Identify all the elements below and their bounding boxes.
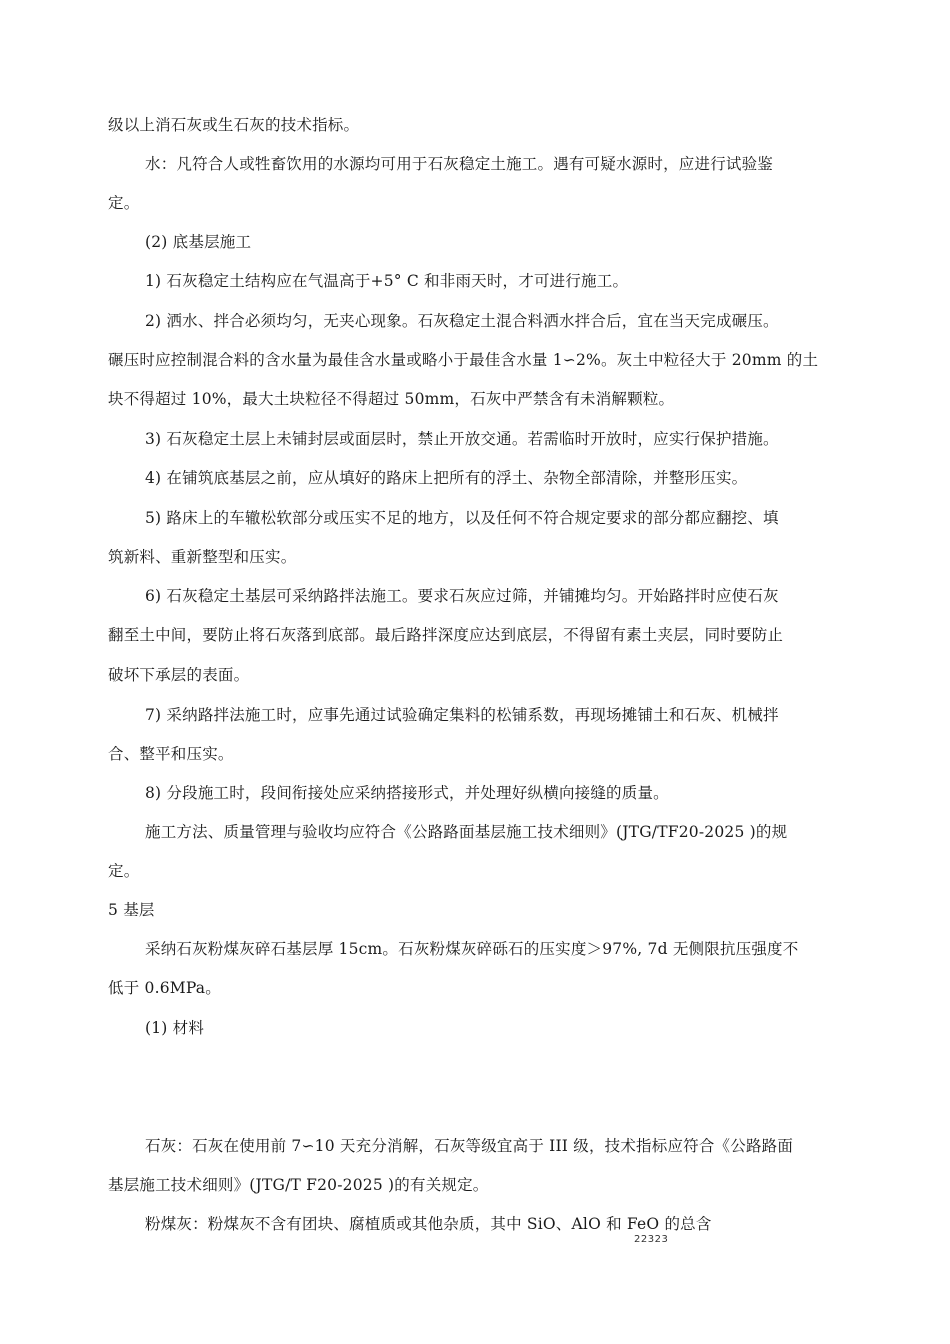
paragraph-line: 级以上消石灰或生石灰的技术指标。 — [108, 116, 360, 134]
section-heading: (2) 底基层施工 — [145, 233, 252, 251]
list-item: 1) 石灰稳定土结构应在气温高于+5° C 和非雨天时，才可进行施工。 — [145, 272, 629, 290]
paragraph-line: 粉煤灰：粉煤灰不含有团块、腐植质或其他杂质，其中 SiO、AlO 和 FeO 的总含 — [145, 1215, 712, 1233]
paragraph-line: 破坏下承层的表面。 — [108, 666, 250, 684]
paragraph-line: 基层施工技术细则》(JTG/T F20-2025 )的有关规定。 — [108, 1176, 489, 1194]
list-item: 2) 洒水、拌合必须均匀，无夹心现象。石灰稳定土混合料洒水拌合后，宜在当天完成碾压。 — [145, 312, 779, 330]
list-item: 5) 路床上的车辙松软部分或压实不足的地方，以及任何不符合规定要求的部分都应翻挖、填 — [145, 509, 779, 527]
subscript-digits: 22323 — [634, 1234, 669, 1245]
paragraph-line: 块不得超过 10%，最大土块粒径不得超过 50mm，石灰中严禁含有未消解颗粒。 — [108, 390, 675, 408]
list-item: 4) 在铺筑底基层之前，应从填好的路床上把所有的浮土、杂物全部清除，并整形压实。 — [145, 469, 748, 487]
paragraph-line: 筑新料、重新整型和压实。 — [108, 548, 297, 566]
list-item: 6) 石灰稳定土基层可采纳路拌法施工。要求石灰应过筛，并铺摊均匀。开始路拌时应使石灰 — [145, 587, 779, 605]
paragraph-line: 定。 — [108, 862, 140, 880]
paragraph-line: 定。 — [108, 194, 140, 212]
paragraph-line: 石灰：石灰在使用前 7∽10 天充分消解，石灰等级宜高于 III 级，技术指标应符合《公路路面 — [145, 1137, 794, 1155]
section-heading: 5 基层 — [108, 901, 155, 919]
paragraph-line: 翻至土中间，要防止将石灰落到底部。最后路拌深度应达到底层，不得留有素土夹层，同时要防止 — [108, 626, 784, 644]
list-item: 3) 石灰稳定土层上未铺封层或面层时，禁止开放交通。若需临时开放时，应实行保护措施。 — [145, 430, 779, 448]
paragraph-line: 水：凡符合人或牲畜饮用的水源均可用于石灰稳定土施工。遇有可疑水源时，应进行试验鉴 — [145, 155, 774, 173]
paragraph-line: 碾压时应控制混合料的含水量为最佳含水量或略小于最佳含水量 1∽2%。灰土中粒径大于 20mm 的土 — [108, 351, 819, 369]
paragraph-line: 低于 0.6MPa。 — [108, 979, 221, 997]
paragraph-line: 施工方法、质量管理与验收均应符合《公路路面基层施工技术细则》(JTG/TF20-2025 )的规 — [145, 823, 788, 841]
section-heading: (1) 材料 — [145, 1019, 205, 1037]
list-item: 8) 分段施工时，段间衔接处应采纳搭接形式，并处理好纵横向接缝的质量。 — [145, 784, 669, 802]
paragraph-line: 合、整平和压实。 — [108, 745, 234, 763]
paragraph-line: 采纳石灰粉煤灰碎石基层厚 15cm。石灰粉煤灰碎砾石的压实度＞97%, 7d 无侧限抗压强度不 — [145, 940, 799, 958]
list-item: 7) 采纳路拌法施工时，应事先通过试验确定集料的松铺系数，再现场摊铺土和石灰、机械拌 — [145, 706, 779, 724]
